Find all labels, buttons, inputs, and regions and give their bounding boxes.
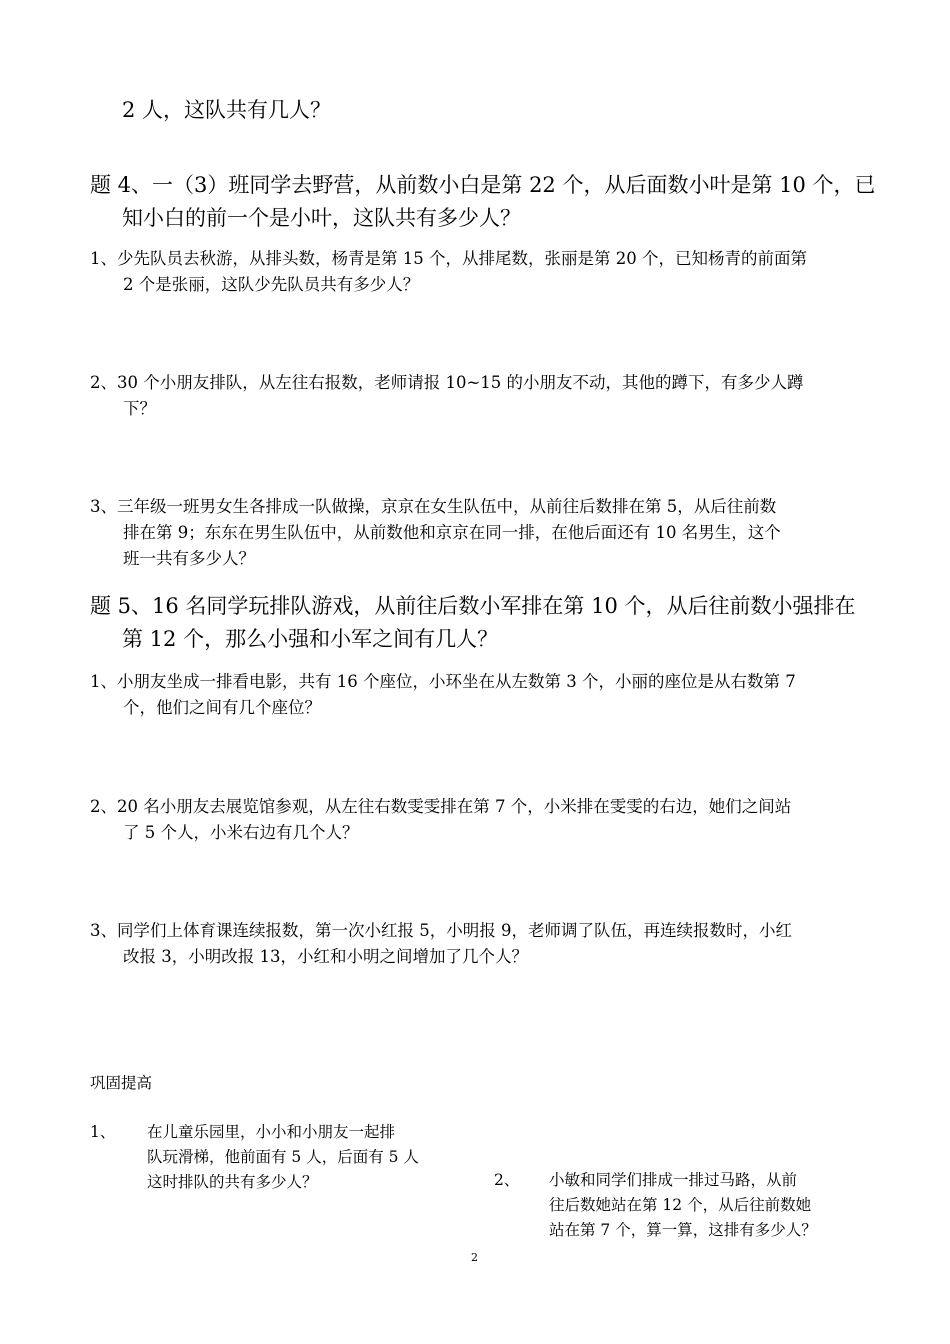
problem-4-question-3 [90,494,781,572]
consolidation-heading: 巩固提高 [90,1074,153,1092]
problem-5-question-1 [90,669,796,721]
item-line: 在儿童乐园里，小小和小朋友一起排 [147,1123,396,1141]
page-number: 2 [471,1251,478,1264]
question-line: 2、30 个小朋友排队，从左往右报数，老师请报 10~15 的小朋友不动，其他的蹲下，有多少人蹲 [90,373,804,392]
question-line: 1、少先队员去秋游，从排头数，杨青是第 15 个，从排尾数，张丽是第 20 个，已知杨青的前面第 [90,249,807,268]
continuation-line [122,94,331,127]
problem-5-line-2: 第 12 个，那么小强和小军之间有几人？ [122,627,499,651]
question-line: 改报 3，小明改报 13，小红和小明之间增加了几个人？ [123,947,528,966]
consolidation-item-1 [147,1120,419,1195]
question-line: 个，他们之间有几个座位？ [123,698,321,717]
item-line: 队玩滑梯，他前面有 5 人，后面有 5 人 [147,1148,419,1166]
problem-4-line-1: 题 4、一（3）班同学去野营，从前数小白是第 22 个，从后面数小叶是第 10 个，已 [90,173,876,197]
question-line: 了 5 个人，小米右边有几个人？ [123,823,359,842]
consolidation-item-2-number: 2、 [494,1171,520,1189]
question-line: 2 个是张丽，这队少先队员共有多少人？ [123,275,420,294]
item-line: 这时排队的共有多少人？ [147,1173,318,1191]
question-line: 1、小朋友坐成一排看电影，共有 16 个座位，小环坐在从左数第 3 个，小丽的座位是从右数第 7 [90,672,796,691]
question-line: 3、同学们上体育课连续报数，第一次小红报 5，小明报 9，老师调了队伍，再连续报数时，小红 [90,921,792,940]
consolidation-item-2 [549,1168,817,1243]
question-line: 2、20 名小朋友去展览馆参观，从左往右数雯雯排在第 7 个，小米排在雯雯的右边，她们之间站 [90,797,792,816]
item-line: 往后数她站在第 12 个，从后往前数她 [549,1196,812,1214]
question-line: 3、三年级一班男女生各排成一队做操，京京在女生队伍中，从前往后数排在第 5，从后往前数 [90,497,777,516]
question-line: 下？ [123,399,156,418]
problem-5-line-1: 题 5、16 名同学玩排队游戏，从前往后数小军排在第 10 个，从后往前数小强排在 [90,594,856,618]
question-line: 班一共有多少人？ [123,549,255,568]
continuation-text: 2 人，这队共有几人？ [122,98,332,122]
item-line: 站在第 7 个，算一算，这排有多少人？ [549,1221,817,1239]
problem-4-heading [90,169,876,235]
problem-5-heading [90,590,856,656]
problem-5-question-3 [90,918,792,970]
problem-4-question-1 [90,246,807,298]
problem-4-line-2: 知小白的前一个是小叶，这队共有多少人？ [122,206,521,230]
problem-4-question-2 [90,370,804,422]
problem-5-question-2 [90,794,791,846]
item-line: 小敏和同学们排成一排过马路，从前 [549,1171,798,1189]
question-line: 排在第 9；东东在男生队伍中，从前数他和京京在同一排，在他后面还有 10 名男生，这个 [123,523,781,542]
consolidation-item-1-number: 1、 [90,1123,116,1141]
